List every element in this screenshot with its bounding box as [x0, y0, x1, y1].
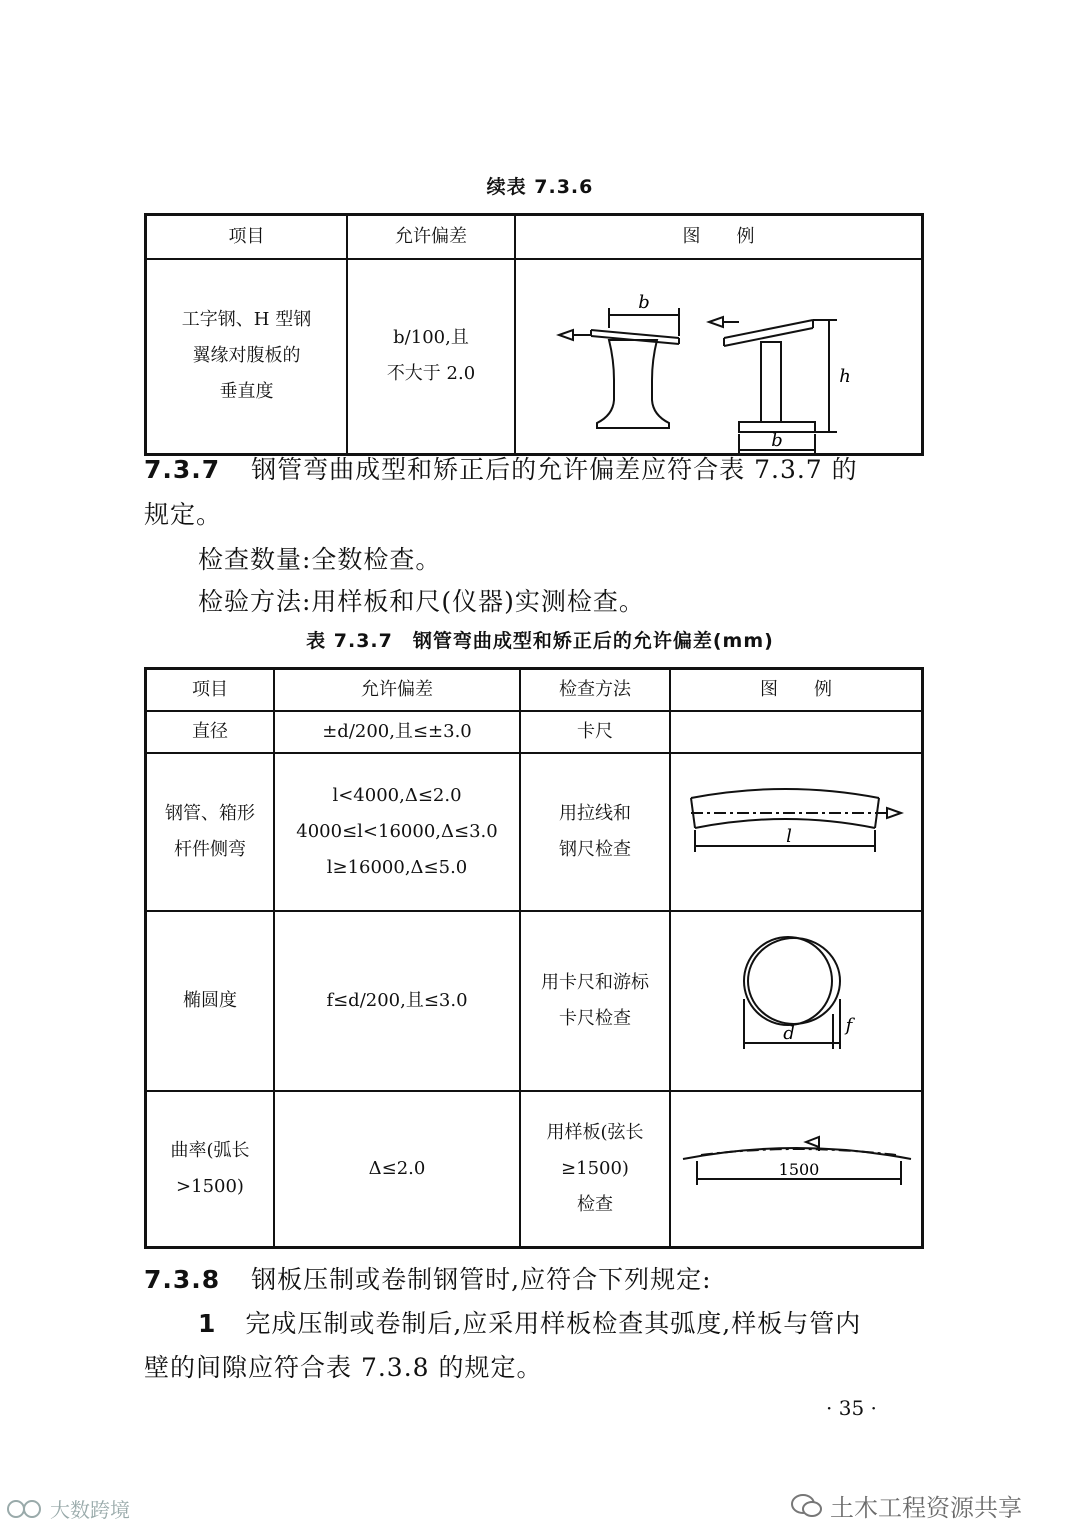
fig-label-1500: 1500 — [778, 1160, 820, 1180]
t1-header-figure: 图 例 — [515, 215, 923, 259]
t2-item-line: 直径 — [192, 720, 228, 742]
table-7-3-7 — [144, 667, 924, 1249]
item-text: 完成压制或卷制后,应采用样板检查其弧度,样板与管内 — [245, 1309, 862, 1338]
watermark-right — [790, 1488, 1022, 1523]
t2-header-item: 项目 — [146, 669, 275, 711]
t2-method-line: 钢尺检查 — [559, 838, 631, 860]
t1-header-tolerance: 允许偏差 — [347, 215, 515, 259]
watermark-right-text: 土木工程资源共享 — [830, 1494, 1022, 1522]
t1-figure-cell — [515, 259, 923, 455]
t2-item-line: 曲率(弧长 — [170, 1139, 250, 1161]
table2-caption: 表 7.3.7 钢管弯曲成型和矫正后的允许偏差(mm) — [306, 630, 774, 652]
table1-caption: 续表 7.3.6 — [486, 176, 594, 198]
curvature-figure — [671, 1117, 921, 1207]
t2-row-bend-method — [520, 753, 670, 911]
t2-row-bend-tol — [274, 753, 520, 911]
t2-header-method: 检查方法 — [520, 669, 670, 711]
t2-tol-line: l≥16000,Δ≤5.0 — [326, 856, 468, 878]
t1-tolerance-line: 不大于 2.0 — [386, 363, 476, 384]
t2-row-curvature-method — [520, 1091, 670, 1248]
t2-method-line: 卡尺检查 — [559, 1007, 631, 1029]
t2-method-line: 检查 — [577, 1193, 613, 1215]
t2-method-line: 用卡尺和游标 — [541, 971, 649, 993]
fig-label-h: h — [838, 365, 851, 387]
section-number: 7.3.7 — [144, 455, 221, 484]
fig-label-f: f — [845, 1015, 853, 1036]
section-text: 钢板压制或卷制钢管时,应符合下列规定: — [251, 1265, 712, 1294]
t2-row-ovality-item — [146, 911, 275, 1091]
section-text: 钢管弯曲成型和矫正后的允许偏差应符合表 7.3.7 的 — [251, 455, 858, 484]
t1-tolerance-line: b/100,且 — [393, 327, 469, 348]
t2-item-line: 椭圆度 — [183, 989, 237, 1011]
section-number: 7.3.8 — [144, 1265, 221, 1294]
t2-row-ovality-figure — [670, 911, 923, 1091]
t2-row-diameter-item — [146, 711, 275, 753]
inspection-method: 检验方法:用样板和尺(仪器)实测检查。 — [198, 587, 645, 616]
fig-label-d: d — [783, 1023, 795, 1044]
t2-row-curvature-item — [146, 1091, 275, 1248]
t2-method-line: 用样板(弦长 — [546, 1121, 644, 1143]
section-7-3-7-line2: 规定。 — [144, 500, 223, 529]
t2-tol-line: Δ≤2.0 — [368, 1157, 426, 1179]
inspection-quantity: 检查数量:全数检查。 — [198, 545, 442, 574]
t2-header-figure: 图 例 — [670, 669, 923, 711]
t1-item-line: 工字钢、H 型钢 — [181, 309, 312, 330]
t2-tol-line: f≤d/200,且≤3.0 — [326, 989, 468, 1011]
watermark-left-text: 大数跨境 — [50, 1498, 130, 1522]
t2-row-diameter-tol — [274, 711, 520, 753]
t2-method-line: 用拉线和 — [559, 802, 631, 824]
t1-header-item: 项目 — [146, 215, 348, 259]
fig-label-l: l — [786, 826, 792, 847]
ovality-figure — [671, 919, 921, 1069]
t2-header-tolerance: 允许偏差 — [274, 669, 520, 711]
section-7-3-8-item1 — [198, 1304, 861, 1340]
watermark-logo-icon — [6, 1496, 50, 1522]
t2-item-line: 杆件侧弯 — [174, 838, 246, 860]
t2-tol-line: 4000≤l<16000,Δ≤3.0 — [296, 820, 498, 842]
page-number: · 35 · — [826, 1396, 877, 1420]
table-7-3-6-cont — [144, 213, 924, 456]
watermark-left — [6, 1494, 130, 1523]
t1-item-line: 垂直度 — [219, 381, 274, 402]
section-7-3-7-line1 — [144, 450, 858, 486]
i-beam-perpendicularity-figure — [519, 260, 919, 451]
t2-row-curvature-tol — [274, 1091, 520, 1248]
t1-item-line: 翼缘对腹板的 — [192, 345, 301, 366]
section-7-3-8-item1-cont: 壁的间隙应符合表 7.3.8 的规定。 — [144, 1353, 543, 1382]
t2-item-line: >1500) — [176, 1175, 244, 1197]
t2-item-line: 钢管、箱形 — [165, 802, 255, 824]
section-7-3-8-line1 — [144, 1260, 712, 1296]
t2-row-bend-item — [146, 753, 275, 911]
t2-row-ovality-tol — [274, 911, 520, 1091]
wechat-icon — [790, 1493, 824, 1519]
t2-method-line: 卡尺 — [577, 720, 613, 742]
fig-label-b-bottom: b — [770, 429, 783, 451]
side-bend-figure — [671, 770, 921, 880]
t2-row-bend-figure — [670, 753, 923, 911]
t1-item-cell — [146, 259, 348, 455]
t2-row-curvature-figure — [670, 1091, 923, 1248]
t1-tolerance-cell — [347, 259, 515, 455]
item-number: 1 — [198, 1309, 217, 1338]
t2-row-ovality-method — [520, 911, 670, 1091]
t2-method-line: ≥1500) — [561, 1157, 629, 1179]
t2-tol-line: l<4000,Δ≤2.0 — [332, 784, 462, 806]
t2-row-diameter-method — [520, 711, 670, 753]
t2-row-diameter-figure — [670, 711, 923, 753]
t2-tol-line: ±d/200,且≤±3.0 — [322, 720, 472, 742]
fig-label-b-top: b — [637, 291, 650, 313]
